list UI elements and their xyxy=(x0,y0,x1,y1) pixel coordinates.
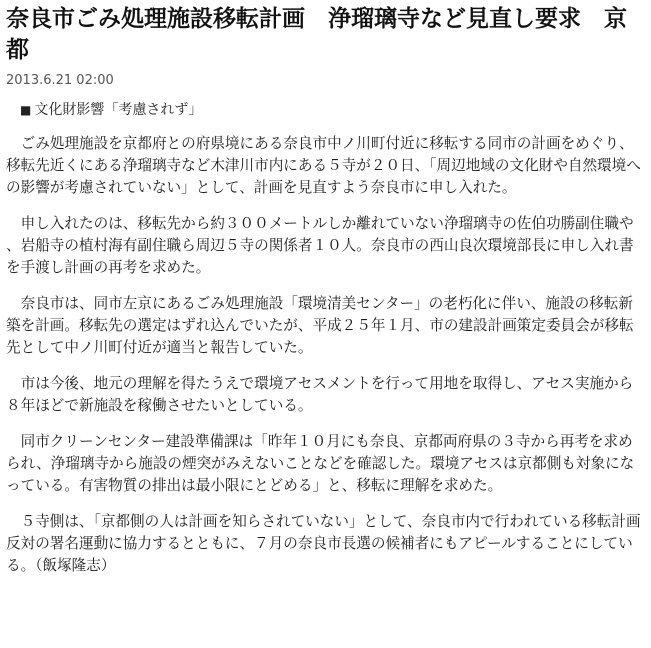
subhead-text: 文化財影響「考慮されず」 xyxy=(34,102,203,118)
article-paragraph: 申し入れたのは、移転先から約３００メートルしか離れていない浄瑠璃寺の佐伯功勝副住職や、岩船寺の植村海有副住職ら周辺５寺の関係者１０人。奈良市の西山良次環境部長に申し入れ書を手渡し計画の再考を求めた。 xyxy=(6,215,634,276)
article-headline: 奈良市ごみ処理施設移転計画 浄瑠璃寺など見直し要求 京都 xyxy=(6,6,627,63)
article-dateline: 2013.6.21 02:00 xyxy=(6,73,114,88)
article-paragraph: ごみ処理施設を京都府との府県境にある奈良市中ノ川町付近に移転する同市の計画をめぐり、移転先近くにある浄瑠璃寺など木津川市内にある５寺が２０日、「周辺地域の文化財や自然環境への影響が考慮されていない」として、計画を見直すよう奈良市に申し入れた。 xyxy=(6,135,641,196)
article-paragraph: 市は今後、地元の理解を得たうえで環境アセスメントを行って用地を取得し、アセス実施から８年ほどで新施設を稼働させたいとしている。 xyxy=(6,375,634,414)
square-bullet-icon: ■ xyxy=(20,103,32,117)
article-paragraph: 同市クリーンセンター建設準備課は「昨年１０月にも奈良、京都両府県の３寺から再考を求められ、浄瑠璃寺から施設の煙突がみえないことなどを確認した。環境アセスは京都側も対象になっている。有害物質の排出は最小限にとどめる」と、移転に理解を求めた。 xyxy=(6,433,635,494)
article-subhead xyxy=(6,101,651,119)
article-paragraph: ５寺側は、「京都側の人は計画を知らされていない」として、奈良市内で行われている移転計画反対の署名運動に協力するとともに、７月の奈良市長選の候補者にもアピールすることにしている。（飯塚隆志） xyxy=(6,513,641,574)
article-paragraph: 奈良市は、同市左京にあるごみ処理施設「環境清美センター」の老朽化に伴い、施設の移転新築を計画。移転先の選定はずれ込んでいたが、平成２５年１月、市の建設計画策定委員会が移転先として中ノ川町付近が適当と報告していた。 xyxy=(6,295,634,356)
